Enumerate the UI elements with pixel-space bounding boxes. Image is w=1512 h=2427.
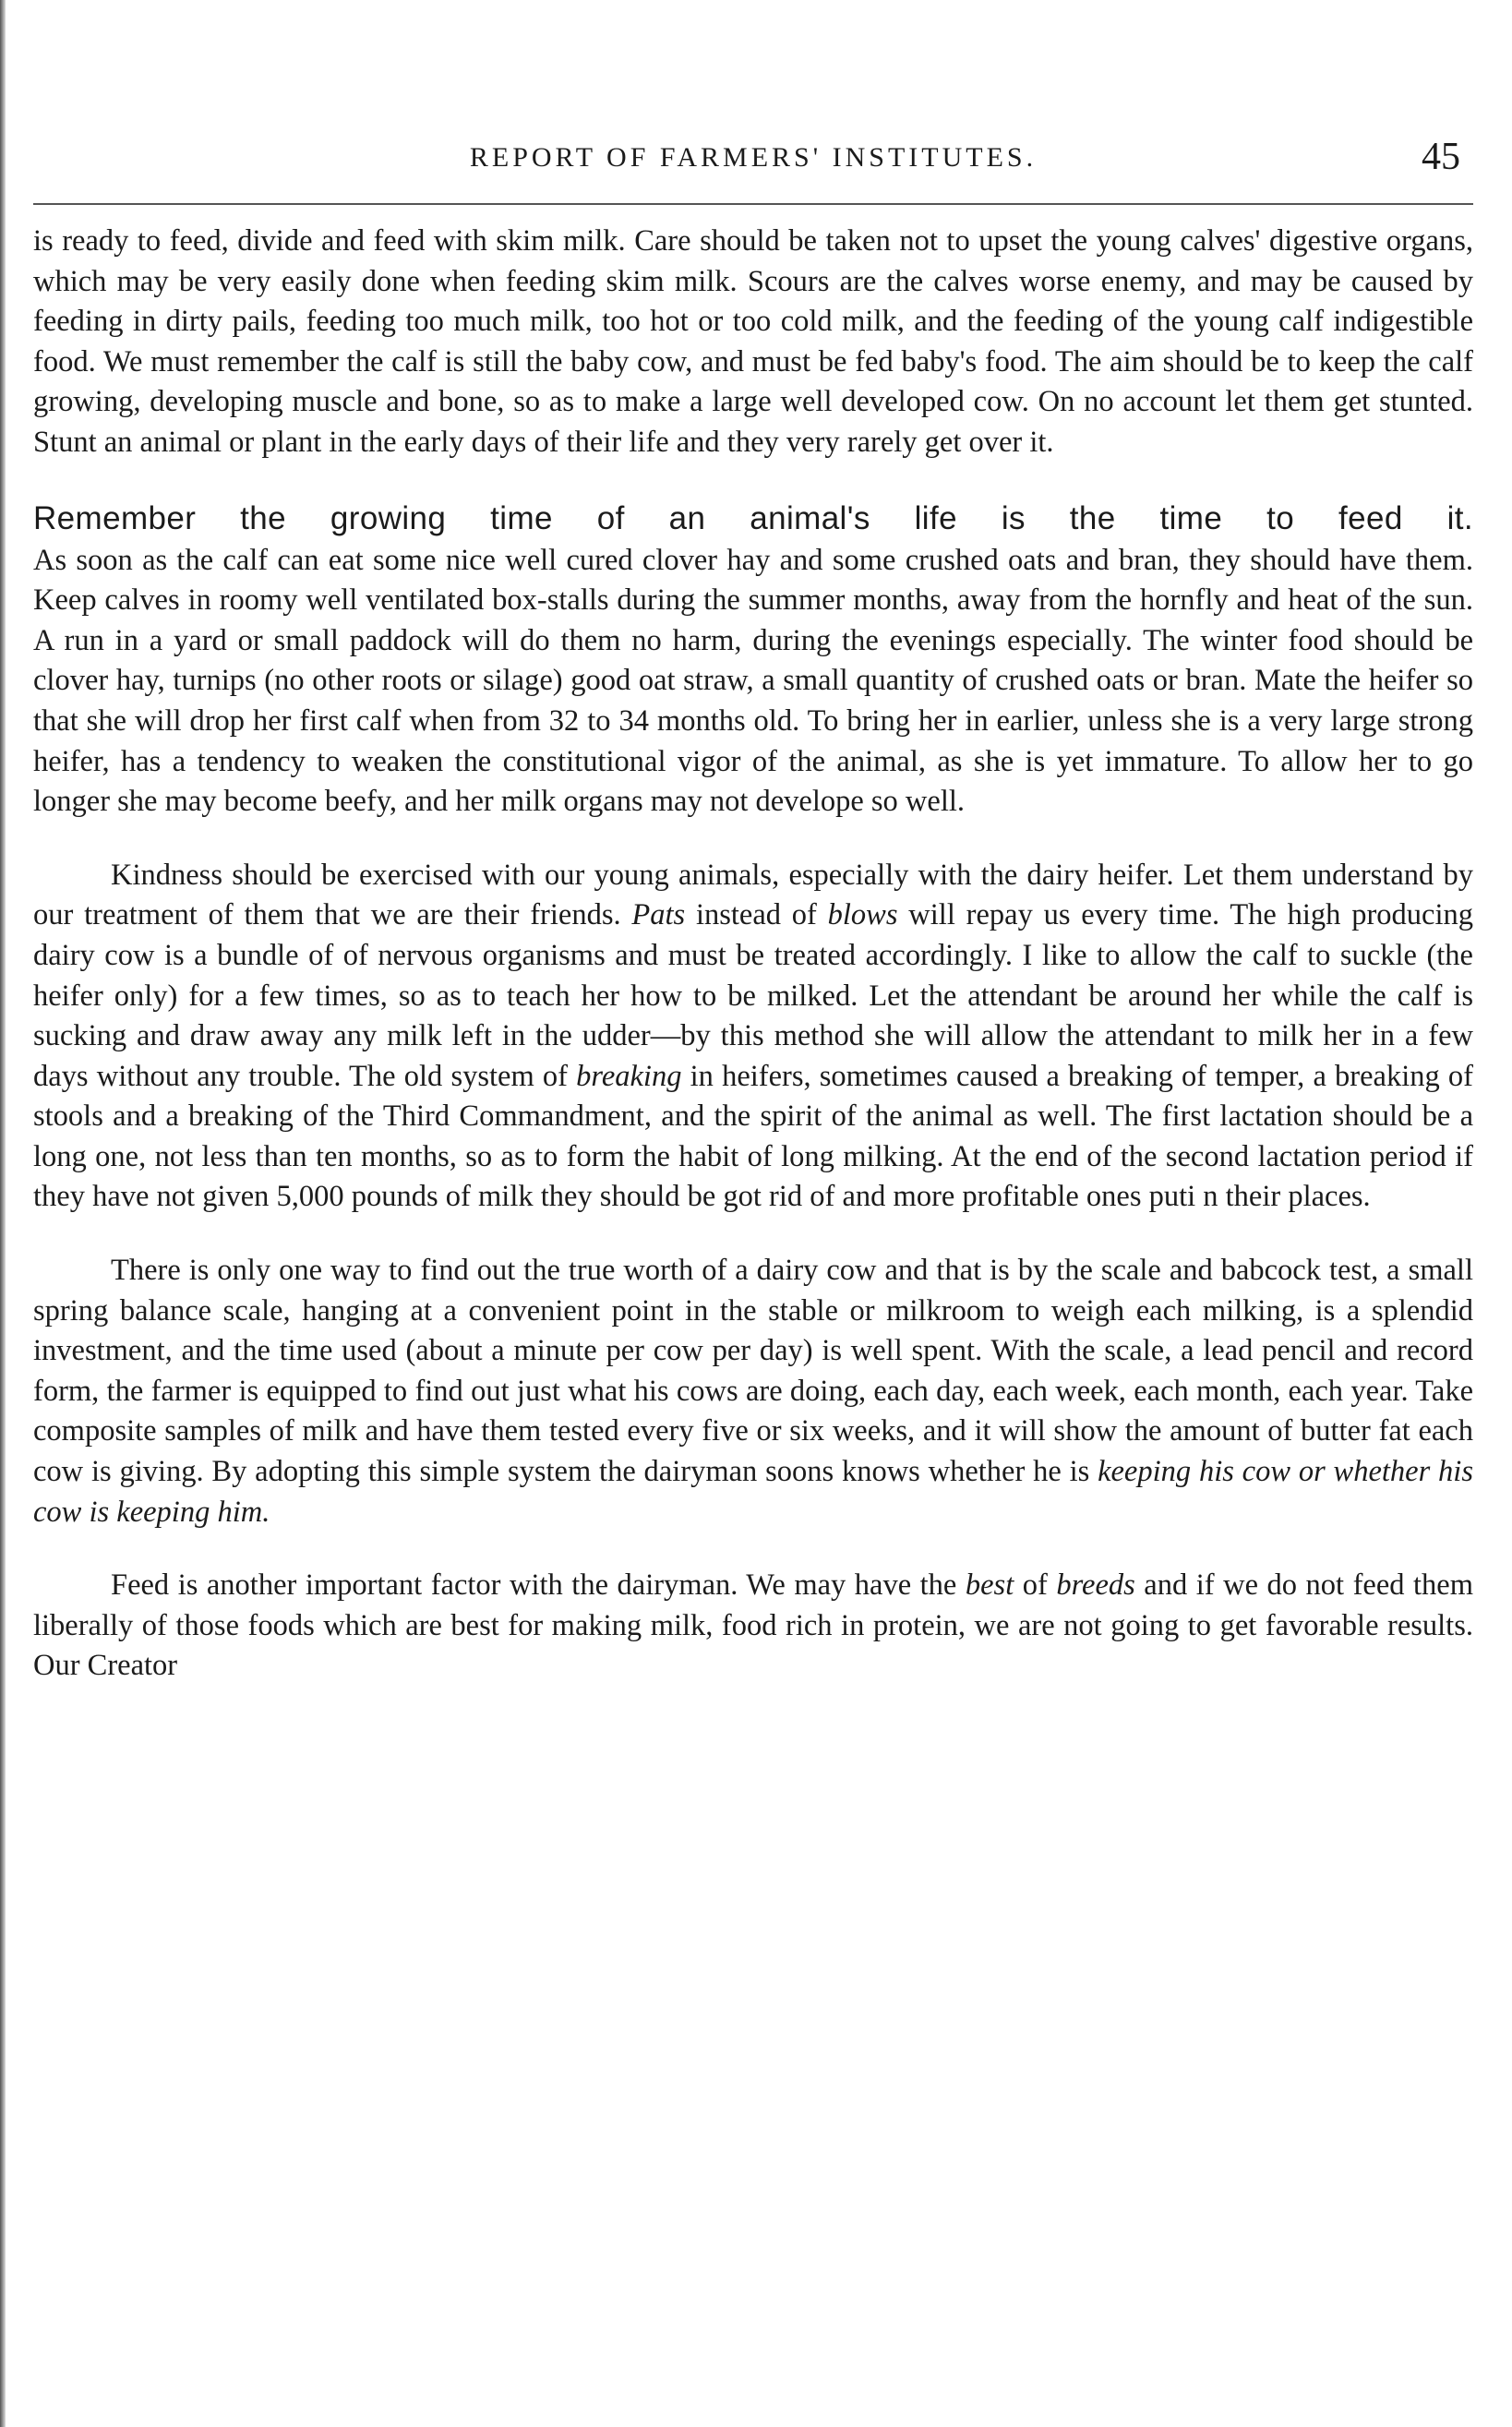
text-run: Kindness should be exercised with our young animals, especially with the dairy heifer. Let them understand by our treatment of them that we are their friends. <box>33 858 1473 932</box>
italic-breeds: breeds <box>1056 1568 1135 1603</box>
running-header-title: REPORT OF FARMERS' INSTITUTES. <box>469 142 1038 173</box>
scan-margin-shadow <box>0 0 6 2427</box>
paragraph-feed-factor <box>33 1566 1473 1687</box>
emphasized-headline: Remember the growing time of an animal's life is the time to feed it. <box>33 499 1473 536</box>
text-run: of <box>1014 1568 1057 1603</box>
paragraph-scale-and-test <box>33 1251 1473 1532</box>
text-run: instead of <box>685 898 828 932</box>
paragraph-calf-feeding: is ready to feed, divide and feed with skim milk. Care should be taken not to upset the young calves' digestive organs, which may be very easily done when feeding skim milk. Scours are the calves worse enemy, and may be caused by feeding in dirty pails, feeding too much milk, too hot or too cold milk, and the feeding of the young calf indigestible food. We must remember the calf is still the baby cow, and must be fed baby's food. The aim should be to keep the calf growing, developing muscle and bone, so as to make a large well developed cow. On no account let them get stunted. Stunt an animal or plant in the early days of their life and they very rarely get over it. <box>33 224 1473 459</box>
italic-blows: blows <box>827 898 898 932</box>
italic-pats: Pats <box>631 898 686 932</box>
paragraph-hay-and-oats: As soon as the calf can eat some nice well cured clover hay and some crushed oats and bran, they should have them. Keep calves in roomy well ventilated box-stalls during the summer months, away from the hornfly and heat of the sun. A run in a yard or small paddock will do them no harm, during the evenings especially. The winter food should be clover hay, turnips (no other roots or silage) good oat straw, a small quantity of crushed oats or bran. Mate the heifer so that she will drop her first calf when from 32 to 34 months old. To bring her in earlier, unless she is a very large strong heifer, has a tendency to weaken the constitutional vigor of the animal, as she is yet immature. To allow her to go longer she may become beefy, and her milk organs may not develope so well. <box>33 543 1473 819</box>
text-run: and if we do not feed them liberally of those foods which are best for making milk, food rich in protein, we are not going to get favorable results. Our Creator <box>33 1568 1474 1683</box>
document-page <box>33 129 1473 1687</box>
text-run: Feed is another important factor with the dairyman. We may have the <box>111 1568 966 1603</box>
italic-breaking: breaking <box>576 1059 682 1093</box>
italic-keeping-phrase: keeping his cow or whether his cow is keeping him. <box>33 1455 1473 1529</box>
text-run: in heifers, sometimes caused a breaking of temper, a breaking of stools and a breaking of the Third Commandment, and the spirit of the animal as well. The first lactation should be a long one, not less than ten months, so as to form the habit of long milking. At the end of the second lactation period if they have not given 5,000 pounds of milk they should be got rid of and more profitable ones puti n their places. <box>33 1059 1473 1214</box>
page-number: 45 <box>1422 136 1460 178</box>
running-header <box>33 129 1473 205</box>
text-run: There is only one way to find out the true worth of a dairy cow and that is by the scale and babcock test, a small spring balance scale, hanging at a convenient point in the stable or milkroom to weigh each milking, is a splendid investment, and the time used (about a minute per cow per day) is well spent. With the scale, a lead pencil and record form, the farmer is equipped to find out just what his cows are doing, each day, each week, each month, each year. Take composite samples of milk and have them tested every five or six weeks, and it will show the amount of butter fat each cow is giving. By adopting this simple system the dairyman soons knows whether he is <box>33 1254 1473 1489</box>
paragraph-kindness <box>33 856 1473 1218</box>
body-text <box>33 222 1473 1687</box>
italic-best: best <box>965 1568 1014 1603</box>
text-run: will repay us every time. The high producing dairy cow is a bundle of of nervous organisms and must be treated accordingly. I like to allow the calf to suckle (the heifer only) for a few times, so as to teach her how to be milked. Let the attendant be around her while the calf is sucking and draw away any milk left in the udder—by this method she will allow the attendant to milk her in a few days without any trouble. The old system of <box>33 898 1473 1093</box>
